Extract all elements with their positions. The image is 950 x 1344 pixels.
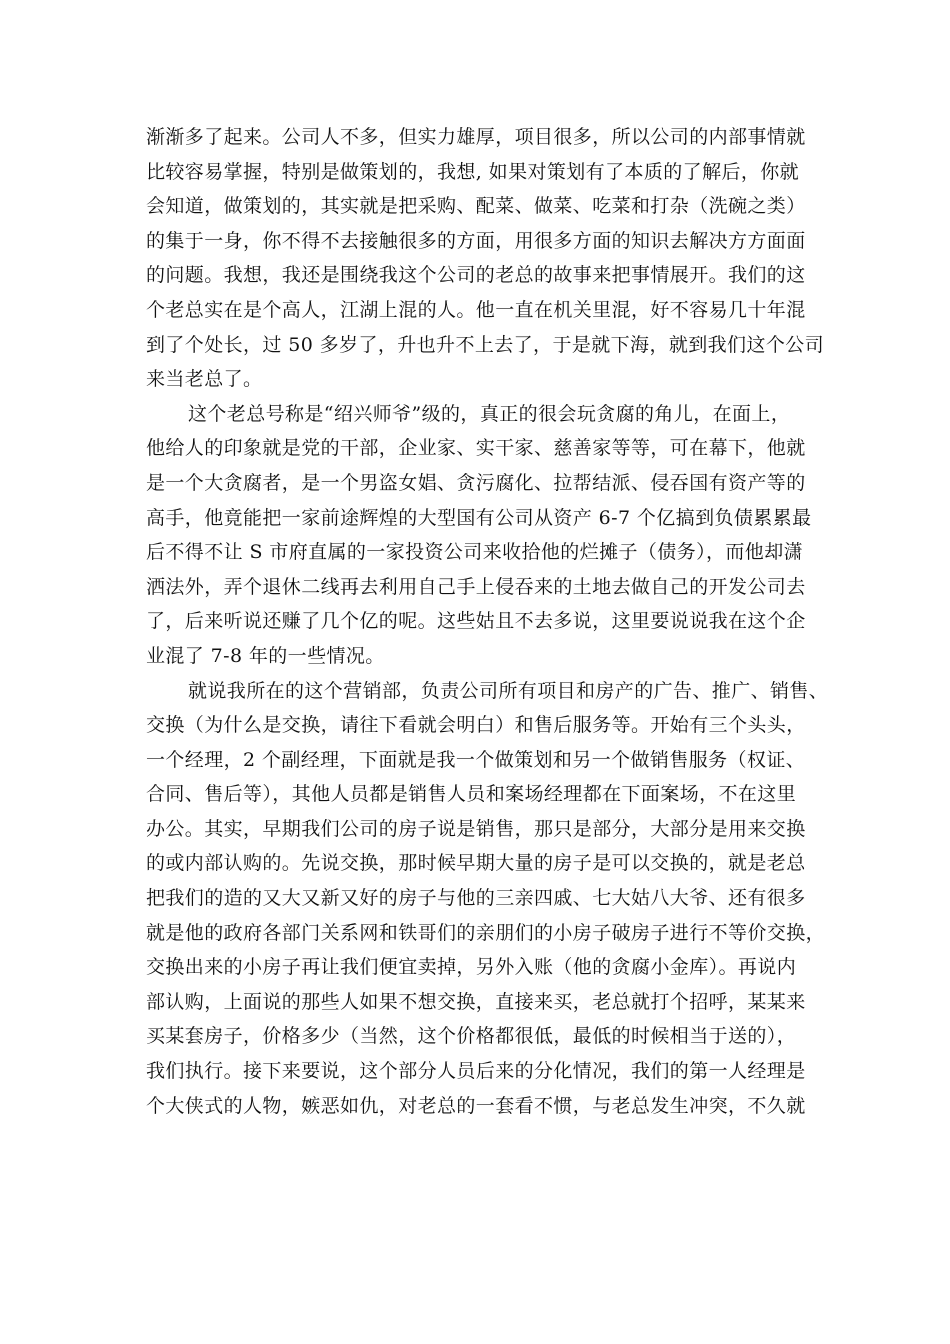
text-line: 会知道，做策划的，其实就是把采购、配菜、做菜、吃菜和打杂（洗碗之类） — [146, 195, 806, 218]
text-line: 业混了 7-8 年的一些情况。 — [146, 644, 385, 667]
text-line: 合同、售后等），其他人员都是销售人员和案场经理都在下面案场，不在这里 — [146, 783, 797, 806]
paragraph — [146, 674, 846, 1124]
text-line: 这个老总号称是“绍兴师爷”级的，真正的很会玩贪腐的角儿，在面上， — [188, 402, 791, 425]
text-line: 的集于一身，你不得不去接触很多的方面，用很多方面的知识去解决方方面面 — [146, 229, 806, 252]
text-line: 到了个处长，过 50 多岁了，升也升不上去了，于是就下海，就到我们这个公司 — [146, 333, 825, 356]
text-line: 办公。其实，早期我们公司的房子说是销售，那只是部分，大部分是用来交换 — [146, 817, 806, 840]
text-line: 后不得不让 S 市府直属的一家投资公司来收拾他的烂摊子（债务），而他却潇 — [146, 541, 803, 564]
paragraph — [146, 120, 846, 397]
text-line: 买某套房子，价格多少（当然，这个价格都很低，最低的时候相当于送的）， — [146, 1025, 797, 1048]
text-line: 就是他的政府各部门关系网和铁哥们的亲朋们的小房子破房子进行不等价交换， — [146, 921, 826, 944]
text-line: 他给人的印象就是党的干部，企业家、实干家、慈善家等等，可在幕下，他就 — [146, 437, 806, 460]
text-line: 一个经理，2 个副经理，下面就是我一个做策划和另一个做销售服务（权证、 — [146, 748, 806, 771]
text-line: 的问题。我想，我还是围绕我这个公司的老总的故事来把事情展开。我们的这 — [146, 264, 806, 287]
text-line: 个大侠式的人物，嫉恶如仇，对老总的一套看不惯，与老总发生冲突，不久就 — [146, 1094, 806, 1117]
text-line: 是一个大贪腐者，是一个男盗女娼、贪污腐化、拉帮结派、侵吞国有资产等的 — [146, 471, 806, 494]
text-line: 比较容易掌握，特别是做策划的，我想, 如果对策划有了本质的了解后，你就 — [146, 160, 800, 183]
text-line: 交换（为什么是交换，请往下看就会明白）和售后服务等。开始有三个头头， — [146, 714, 806, 737]
text-line: 交换出来的小房子再让我们便宜卖掉，另外入账（他的贪腐小金库）。再说内 — [146, 956, 797, 979]
text-line: 的或内部认购的。先说交换，那时候早期大量的房子是可以交换的，就是老总 — [146, 852, 806, 875]
paragraph — [146, 397, 846, 674]
text-line: 我们执行。接下来要说，这个部分人员后来的分化情况，我们的第一人经理是 — [146, 1060, 806, 1083]
document-body — [146, 120, 846, 1123]
text-line: 把我们的造的又大又新又好的房子与他的三亲四戚、七大姑八大爷、还有很多 — [146, 887, 806, 910]
text-line: 来当老总了。 — [146, 368, 263, 391]
text-line: 洒法外，弄个退休二线再去利用自己手上侵吞来的土地去做自己的开发公司去 — [146, 575, 806, 598]
text-line: 部认购，上面说的那些人如果不想交换，直接来买，老总就打个招呼，某某来 — [146, 990, 806, 1013]
text-line: 渐渐多了起来。公司人不多，但实力雄厚，项目很多，所以公司的内部事情就 — [146, 126, 806, 148]
text-line: 就说我所在的这个营销部，负责公司所有项目和房产的广告、推广、销售、 — [188, 679, 829, 702]
text-line: 高手，他竟能把一家前途辉煌的大型国有公司从资产 6-7 个亿搞到负债累累最 — [146, 506, 812, 529]
text-line: 个老总实在是个高人，江湖上混的人。他一直在机关里混，好不容易几十年混 — [146, 298, 806, 321]
text-line: 了，后来听说还赚了几个亿的呢。这些姑且不去多说，这里要说说我在这个企 — [146, 610, 806, 633]
